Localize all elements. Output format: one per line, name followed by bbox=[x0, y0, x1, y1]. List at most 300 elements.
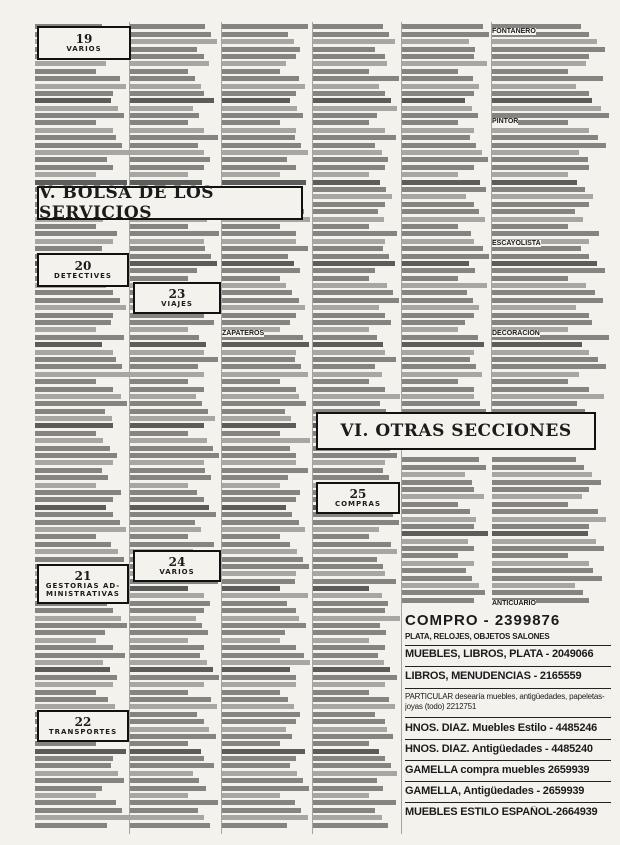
text-line bbox=[402, 69, 458, 74]
text-line bbox=[222, 32, 288, 37]
text-line bbox=[222, 401, 306, 406]
text-line bbox=[130, 793, 188, 798]
text-line bbox=[222, 704, 294, 709]
text-line bbox=[492, 553, 568, 558]
text-line bbox=[402, 231, 471, 236]
text-line bbox=[492, 298, 603, 303]
text-line bbox=[130, 616, 196, 621]
text-line bbox=[222, 734, 292, 739]
text-line bbox=[222, 24, 308, 29]
text-line bbox=[35, 786, 102, 791]
text-line bbox=[222, 423, 296, 428]
text-line bbox=[35, 135, 116, 140]
text-line bbox=[222, 512, 292, 517]
text-line bbox=[402, 598, 474, 603]
text-line bbox=[222, 254, 288, 259]
text-line bbox=[222, 128, 296, 133]
text-line bbox=[222, 246, 308, 251]
text-line bbox=[313, 586, 369, 591]
text-line bbox=[313, 763, 391, 768]
text-line bbox=[492, 106, 601, 111]
section-number: 20 bbox=[74, 259, 92, 273]
section-title: GESTORIAS AD-MINISTRATIVAS bbox=[45, 582, 121, 598]
text-line bbox=[130, 741, 188, 746]
text-line bbox=[35, 409, 105, 414]
text-line bbox=[402, 47, 475, 52]
text-line bbox=[402, 531, 488, 536]
text-line bbox=[492, 387, 589, 392]
text-line bbox=[35, 534, 96, 539]
text-line bbox=[35, 690, 96, 695]
text-line bbox=[313, 453, 397, 458]
text-line bbox=[222, 387, 296, 392]
text-line bbox=[222, 54, 296, 59]
ad-compro-phone: 2399876 bbox=[494, 612, 561, 629]
text-line bbox=[492, 128, 589, 133]
text-line bbox=[402, 335, 478, 340]
text-line bbox=[402, 568, 466, 573]
text-line bbox=[35, 675, 117, 680]
text-line bbox=[130, 320, 214, 325]
ad-compro-sub: PLATA, RELOJES, OBJETOS SALONES bbox=[405, 632, 550, 641]
section-21-header bbox=[37, 564, 129, 604]
text-line bbox=[313, 800, 396, 805]
text-line bbox=[492, 379, 568, 384]
text-line bbox=[130, 39, 217, 44]
text-line bbox=[222, 357, 295, 362]
text-line bbox=[313, 719, 385, 724]
text-line bbox=[222, 468, 308, 473]
text-line bbox=[130, 113, 199, 118]
text-line bbox=[35, 682, 113, 687]
text-line bbox=[313, 224, 369, 229]
text-line bbox=[35, 423, 113, 428]
text-line bbox=[130, 734, 216, 739]
text-line bbox=[402, 472, 465, 477]
text-line bbox=[130, 446, 213, 451]
text-line bbox=[492, 561, 589, 566]
ad-libros-menudencias: LIBROS, MENUDENCIAS - 2165559 bbox=[405, 670, 582, 682]
text-line bbox=[130, 704, 217, 709]
text-line bbox=[402, 583, 479, 588]
text-line bbox=[492, 76, 603, 81]
text-line bbox=[222, 630, 285, 635]
text-line bbox=[313, 786, 383, 791]
text-line bbox=[313, 712, 375, 717]
text-line bbox=[35, 778, 124, 783]
text-line bbox=[222, 719, 296, 724]
text-line bbox=[222, 763, 290, 768]
text-line bbox=[402, 84, 479, 89]
text-line bbox=[222, 143, 301, 148]
text-line bbox=[35, 157, 107, 162]
text-line bbox=[35, 763, 111, 768]
text-line bbox=[492, 180, 577, 185]
ad-muebles-libros: MUEBLES, LIBROS, PLATA - 2049066 bbox=[405, 648, 594, 660]
text-line bbox=[402, 553, 458, 558]
text-line bbox=[313, 335, 377, 340]
text-line bbox=[35, 231, 117, 236]
text-line bbox=[35, 305, 126, 310]
text-line bbox=[35, 660, 103, 665]
section-title: VARIOS bbox=[66, 45, 102, 53]
text-line bbox=[130, 815, 204, 820]
text-line bbox=[402, 487, 474, 492]
text-line bbox=[130, 69, 188, 74]
text-line bbox=[402, 305, 479, 310]
text-line bbox=[130, 47, 197, 52]
text-line bbox=[492, 47, 605, 52]
text-line bbox=[222, 727, 286, 732]
text-line bbox=[402, 457, 479, 462]
text-line bbox=[222, 815, 308, 820]
text-line bbox=[492, 546, 604, 551]
ad-hnos-diaz-antiguedades: HNOS. DIAZ. Antigüedades - 4485240 bbox=[405, 743, 593, 755]
text-line bbox=[35, 453, 117, 458]
text-line bbox=[35, 446, 110, 451]
text-line bbox=[222, 549, 297, 554]
text-line bbox=[313, 571, 385, 576]
text-line bbox=[222, 527, 305, 532]
text-line bbox=[313, 660, 384, 665]
text-line bbox=[492, 194, 593, 199]
text-line bbox=[402, 372, 482, 377]
text-line bbox=[313, 549, 397, 554]
text-line bbox=[130, 254, 211, 259]
text-line bbox=[35, 490, 121, 495]
text-line bbox=[222, 571, 296, 576]
text-line bbox=[492, 394, 604, 399]
divider bbox=[405, 666, 611, 667]
text-line bbox=[313, 54, 385, 59]
text-line bbox=[222, 239, 296, 244]
column-rule bbox=[221, 22, 222, 834]
text-line bbox=[313, 120, 369, 125]
text-line bbox=[402, 350, 474, 355]
text-line bbox=[35, 549, 118, 554]
text-line bbox=[222, 749, 305, 754]
text-line bbox=[492, 98, 592, 103]
text-line bbox=[313, 638, 369, 643]
text-line bbox=[222, 409, 285, 414]
section-number: 23 bbox=[168, 287, 186, 301]
text-line bbox=[313, 616, 400, 621]
section-number: 24 bbox=[168, 555, 186, 569]
text-line bbox=[35, 512, 113, 517]
ad-particular: PARTICULAR desearía muebles, antigüedades, papeletas-joyas (todo) 2212751 bbox=[405, 692, 605, 711]
text-line bbox=[222, 350, 296, 355]
text-line bbox=[130, 593, 204, 598]
text-line bbox=[313, 682, 385, 687]
text-line bbox=[402, 494, 484, 499]
text-line bbox=[130, 98, 214, 103]
text-line bbox=[130, 239, 204, 244]
text-line bbox=[313, 534, 369, 539]
text-line bbox=[402, 24, 483, 29]
text-line bbox=[222, 586, 280, 591]
text-line bbox=[313, 32, 389, 37]
text-line bbox=[130, 224, 188, 229]
text-line bbox=[130, 401, 202, 406]
snippet-zapateros: ZAPATEROS bbox=[222, 330, 265, 337]
text-line bbox=[402, 364, 476, 369]
text-line bbox=[222, 150, 308, 155]
text-line bbox=[35, 815, 129, 820]
text-line bbox=[313, 290, 393, 295]
text-line bbox=[130, 630, 208, 635]
text-line bbox=[492, 494, 582, 499]
text-line bbox=[35, 460, 113, 465]
text-line bbox=[222, 438, 310, 443]
text-line bbox=[130, 653, 200, 658]
section-title: DETECTIVES bbox=[54, 272, 112, 280]
divider bbox=[405, 739, 611, 740]
divider bbox=[405, 688, 611, 689]
text-line bbox=[313, 394, 400, 399]
text-line bbox=[222, 261, 294, 266]
ad-compro: COMPRO - 2399876 bbox=[405, 612, 561, 629]
text-line bbox=[402, 502, 458, 507]
text-line bbox=[222, 675, 296, 680]
text-line bbox=[35, 416, 112, 421]
text-line bbox=[492, 224, 568, 229]
text-line bbox=[130, 327, 188, 332]
text-line bbox=[313, 364, 375, 369]
text-line bbox=[313, 675, 397, 680]
text-line bbox=[313, 320, 391, 325]
text-line bbox=[492, 69, 568, 74]
text-line bbox=[222, 120, 280, 125]
text-line bbox=[35, 91, 113, 96]
ad-hnos-diaz-muebles: HNOS. DIAZ. Muebles Estilo - 4485246 bbox=[405, 722, 598, 734]
text-line bbox=[492, 531, 588, 536]
text-line bbox=[222, 542, 290, 547]
text-line bbox=[222, 697, 288, 702]
section-title: VARIOS bbox=[159, 568, 195, 576]
ad-gamella-compra: GAMELLA compra muebles 2659939 bbox=[405, 764, 590, 776]
text-line bbox=[313, 601, 388, 606]
text-line bbox=[313, 239, 385, 244]
text-line bbox=[313, 209, 378, 214]
text-line bbox=[130, 423, 204, 428]
text-line bbox=[492, 480, 601, 485]
text-line bbox=[492, 91, 589, 96]
text-line bbox=[313, 157, 388, 162]
text-line bbox=[35, 483, 96, 488]
text-line bbox=[402, 39, 469, 44]
text-line bbox=[35, 298, 120, 303]
text-line bbox=[402, 180, 480, 185]
text-line bbox=[222, 106, 297, 111]
column-8-text bbox=[492, 455, 610, 605]
text-line bbox=[313, 564, 383, 569]
text-line bbox=[35, 623, 127, 628]
text-line bbox=[222, 283, 286, 288]
text-line bbox=[313, 527, 379, 532]
text-line bbox=[313, 778, 377, 783]
text-line bbox=[130, 335, 199, 340]
text-line bbox=[222, 778, 303, 783]
column-2-text bbox=[130, 22, 220, 834]
text-line bbox=[35, 520, 120, 525]
ad-muebles-estilo: MUEBLES ESTILO ESPAÑOL-2664939 bbox=[405, 806, 598, 818]
text-line bbox=[313, 84, 379, 89]
text-line bbox=[313, 727, 387, 732]
text-line bbox=[35, 793, 96, 798]
text-line bbox=[402, 327, 458, 332]
text-line bbox=[402, 224, 458, 229]
text-line bbox=[313, 202, 385, 207]
text-line bbox=[130, 756, 204, 761]
text-line bbox=[492, 209, 575, 214]
text-line bbox=[402, 261, 469, 266]
text-line bbox=[130, 483, 188, 488]
text-line bbox=[130, 712, 197, 717]
section-number: 21 bbox=[74, 569, 92, 583]
column-rule bbox=[129, 22, 130, 834]
text-line bbox=[35, 800, 116, 805]
text-line bbox=[35, 120, 96, 125]
text-line bbox=[35, 394, 121, 399]
text-line bbox=[222, 231, 296, 236]
text-line bbox=[222, 298, 299, 303]
text-line bbox=[313, 808, 375, 813]
text-line bbox=[402, 480, 472, 485]
text-line bbox=[402, 143, 476, 148]
text-line bbox=[402, 401, 480, 406]
text-line bbox=[130, 719, 204, 724]
text-line bbox=[402, 135, 470, 140]
text-line bbox=[130, 150, 204, 155]
text-line bbox=[222, 431, 280, 436]
text-line bbox=[35, 61, 106, 66]
text-line bbox=[130, 84, 201, 89]
text-line bbox=[402, 239, 474, 244]
ad-gamella-antiguedades: GAMELLA, Antigüedades - 2659939 bbox=[405, 785, 585, 797]
text-line bbox=[402, 517, 476, 522]
text-line bbox=[492, 357, 598, 362]
text-line bbox=[492, 568, 593, 573]
text-line bbox=[402, 194, 466, 199]
text-line bbox=[35, 69, 96, 74]
text-line bbox=[222, 416, 291, 421]
text-line bbox=[130, 246, 205, 251]
text-line bbox=[402, 113, 478, 118]
section-title: VIAJES bbox=[161, 300, 193, 308]
text-line bbox=[492, 465, 584, 470]
text-line bbox=[222, 342, 309, 347]
text-line bbox=[492, 524, 589, 529]
text-line bbox=[35, 172, 96, 177]
text-line bbox=[402, 91, 474, 96]
section-25-header bbox=[316, 482, 400, 514]
text-line bbox=[35, 357, 116, 362]
text-line bbox=[130, 372, 204, 377]
text-line bbox=[313, 697, 389, 702]
text-line bbox=[492, 254, 589, 259]
text-line bbox=[35, 239, 113, 244]
text-line bbox=[35, 431, 96, 436]
text-line bbox=[130, 416, 215, 421]
text-line bbox=[130, 409, 208, 414]
text-line bbox=[492, 157, 588, 162]
text-line bbox=[130, 172, 188, 177]
text-line bbox=[402, 209, 479, 214]
text-line bbox=[35, 630, 105, 635]
text-line bbox=[313, 128, 385, 133]
text-line bbox=[492, 539, 596, 544]
text-line bbox=[130, 231, 219, 236]
text-line bbox=[222, 786, 309, 791]
column-rule bbox=[312, 22, 313, 834]
text-line bbox=[402, 394, 474, 399]
text-line bbox=[130, 460, 204, 465]
text-line bbox=[130, 660, 207, 665]
text-line bbox=[35, 150, 129, 155]
text-line bbox=[130, 387, 204, 392]
text-line bbox=[313, 24, 383, 29]
text-line bbox=[492, 84, 576, 89]
text-line bbox=[492, 143, 606, 148]
text-line bbox=[35, 165, 113, 170]
text-line bbox=[313, 653, 378, 658]
text-line bbox=[313, 542, 391, 547]
text-line bbox=[313, 113, 377, 118]
text-line bbox=[222, 623, 306, 628]
text-line bbox=[313, 741, 369, 746]
text-line bbox=[313, 254, 389, 259]
text-line bbox=[130, 475, 211, 480]
text-line bbox=[402, 32, 489, 37]
text-line bbox=[402, 387, 474, 392]
text-line bbox=[35, 475, 108, 480]
text-line bbox=[35, 372, 129, 377]
text-line bbox=[222, 601, 287, 606]
text-line bbox=[222, 224, 280, 229]
text-line bbox=[402, 76, 473, 81]
text-line bbox=[130, 771, 193, 776]
text-line bbox=[402, 546, 474, 551]
text-line bbox=[492, 502, 568, 507]
snippet-escayolista: ESCAYOLISTA bbox=[492, 240, 541, 247]
text-line bbox=[492, 472, 592, 477]
text-line bbox=[492, 268, 605, 273]
text-line bbox=[35, 224, 96, 229]
text-line bbox=[35, 497, 113, 502]
text-line bbox=[130, 468, 205, 473]
text-line bbox=[313, 106, 397, 111]
text-line bbox=[313, 645, 385, 650]
text-line bbox=[402, 283, 487, 288]
text-line bbox=[35, 608, 113, 613]
text-line bbox=[222, 557, 303, 562]
divider bbox=[405, 802, 611, 803]
text-line bbox=[402, 590, 485, 595]
text-line bbox=[402, 61, 487, 66]
text-line bbox=[130, 697, 211, 702]
divider bbox=[405, 717, 611, 718]
text-line bbox=[402, 524, 474, 529]
text-line bbox=[130, 128, 204, 133]
text-line bbox=[313, 401, 380, 406]
divider bbox=[405, 781, 611, 782]
text-line bbox=[402, 268, 475, 273]
text-line bbox=[35, 468, 102, 473]
text-line bbox=[402, 157, 488, 162]
text-line bbox=[402, 342, 484, 347]
text-line bbox=[35, 697, 108, 702]
text-line bbox=[313, 61, 387, 66]
